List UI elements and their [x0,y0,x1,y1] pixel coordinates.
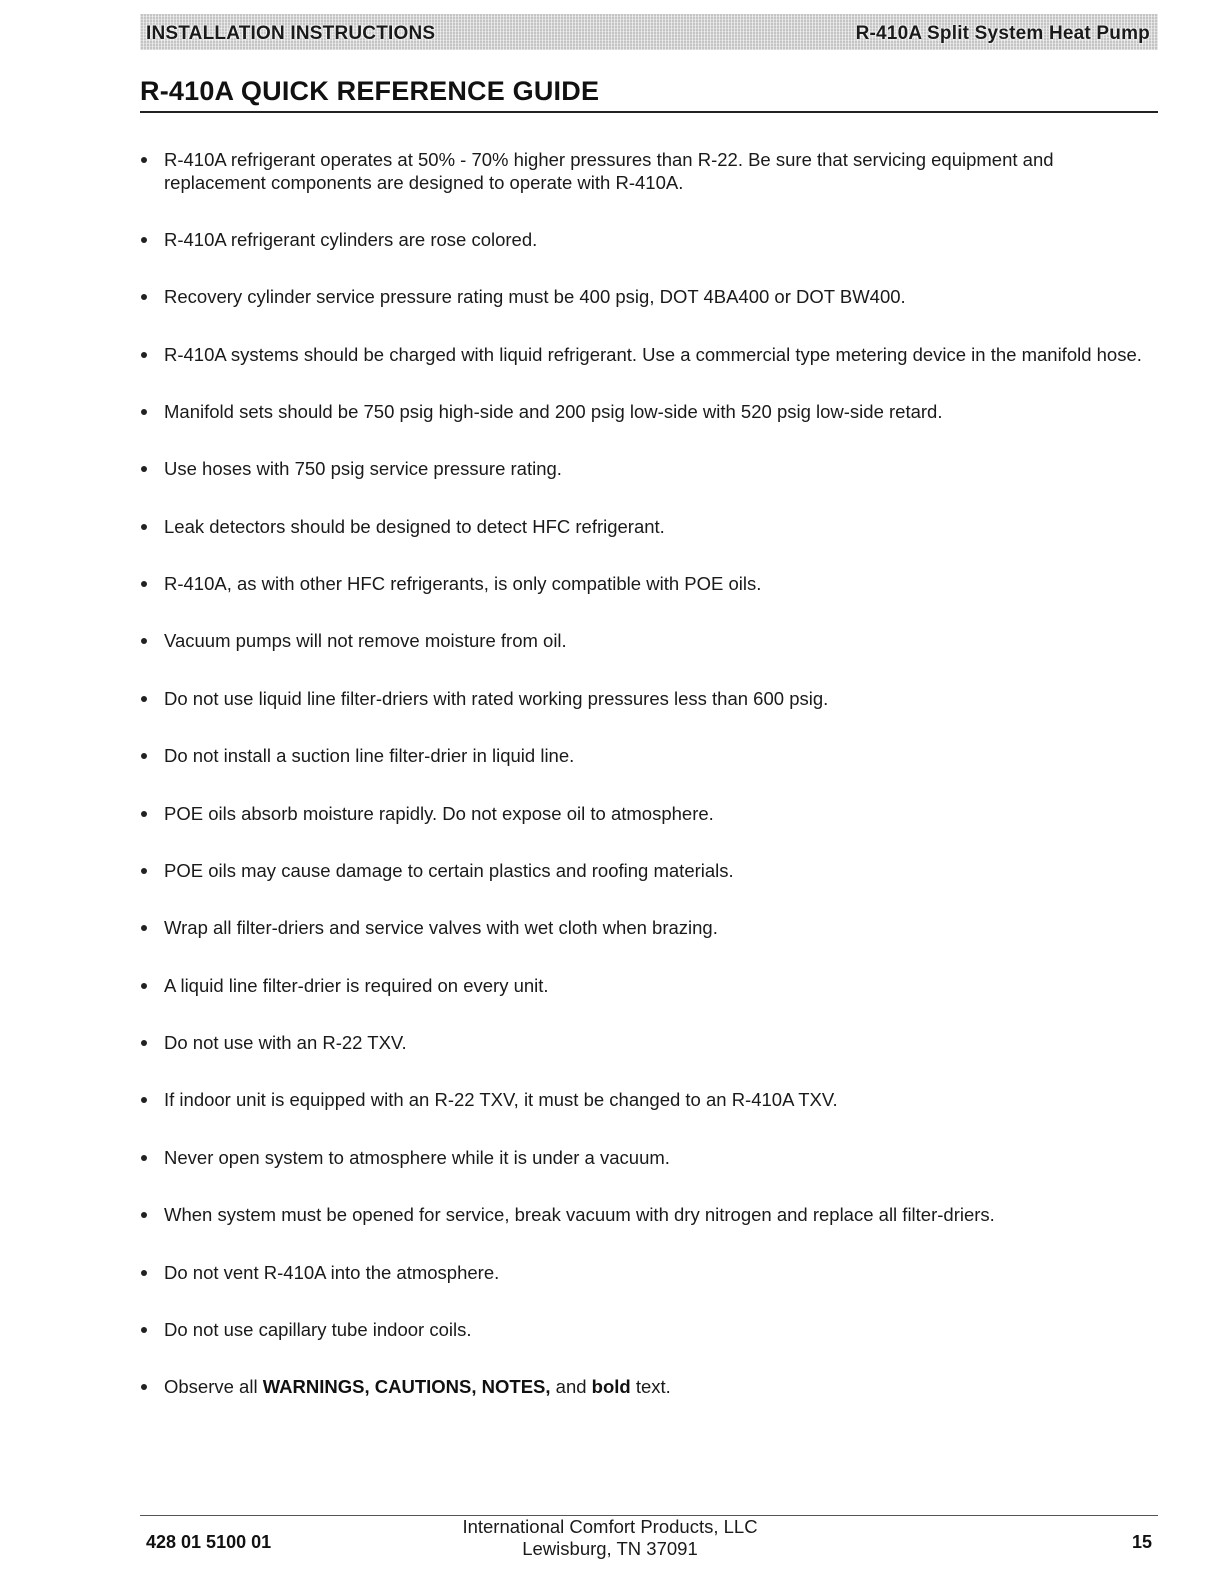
bullet-text-suffix: text. [635,1376,671,1398]
bullet-icon [141,466,147,472]
list-item [138,1031,1158,1054]
bullet-icon [141,294,147,300]
bullet-text: R-410A refrigerant operates at 50% - 70% higher pressures than R-22. Be sure that servicing equipment and replacement components are designed to operate with R-410A. [164,149,1054,193]
bullet-icon [141,237,147,243]
bullet-icon [141,157,147,163]
bullet-text: Do not use liquid line filter-driers with rated working pressures less than 600 psig. [164,687,829,709]
bullet-text: If indoor unit is equipped with an R-22 TXV, it must be changed to an R-410A TXV. [164,1089,838,1111]
header-section-label: INSTALLATION INSTRUCTIONS [146,23,436,44]
bullet-icon [141,581,147,587]
bullet-text: POE oils may cause damage to certain plastics and roofing materials. [164,859,734,881]
bullet-text-prefix: Observe all [164,1376,258,1398]
bullet-text: R-410A, as with other HFC refrigerants, is only compatible with POE oils. [164,572,762,594]
bullet-icon [141,638,147,644]
list-item [138,1146,1158,1169]
bullet-icon [141,811,147,817]
bullet-text: Recovery cylinder service pressure rating must be 400 psig, DOT 4BA400 or DOT BW400. [164,286,906,308]
header-band [140,14,1158,50]
bullet-text: POE oils absorb moisture rapidly. Do not expose oil to atmosphere. [164,802,714,824]
header-product-label: R-410A Split System Heat Pump [855,23,1150,44]
list-item [138,744,1158,767]
bullet-text: Do not use with an R-22 TXV. [164,1032,407,1054]
list-item [138,343,1158,366]
company-name: International Comfort Products, LLC [462,1516,758,1537]
bold-term-notes: NOTES, [481,1376,551,1398]
bullet-text: A liquid line filter-drier is required on every unit. [164,974,549,996]
bullet-icon [141,1097,147,1103]
bold-term-warnings: WARNINGS, [262,1376,370,1398]
bullet-icon [141,524,147,530]
reference-bullet-list [138,148,1158,1398]
bold-term-bold: bold [591,1376,631,1398]
list-item [138,457,1158,480]
bullet-text-middle: and [555,1376,587,1398]
bullet-icon [141,753,147,759]
page-title: R-410A QUICK REFERENCE GUIDE [140,76,1158,113]
list-item [138,285,1158,308]
bullet-icon [141,1327,147,1333]
list-item [138,916,1158,939]
bullet-icon [141,696,147,702]
bullet-text: R-410A refrigerant cylinders are rose colored. [164,229,538,250]
bullet-icon [141,352,147,358]
list-item [138,515,1158,538]
bullet-text: When system must be opened for service, break vacuum with dry nitrogen and replace all filter-driers. [164,1204,995,1226]
list-item [138,1088,1158,1111]
bullet-text: Do not use capillary tube indoor coils. [164,1319,472,1341]
bullet-icon [141,1212,147,1218]
list-item [138,400,1158,423]
bullet-icon [141,409,147,415]
list-item [138,1261,1158,1284]
bullet-icon [141,925,147,931]
bullet-text: Do not vent R-410A into the atmosphere. [164,1261,500,1283]
page-number: 15 [1131,1532,1152,1552]
bullet-text: Do not install a suction line filter-drier in liquid line. [164,745,575,767]
list-item [138,1203,1158,1226]
list-item [138,629,1158,652]
list-item [138,572,1158,595]
list-item [138,1318,1158,1341]
bullet-text: Vacuum pumps will not remove moisture from oil. [164,630,567,652]
bullet-text: Use hoses with 750 psig service pressure rating. [164,458,562,480]
bullet-text: Wrap all filter-driers and service valves with wet cloth when brazing. [164,917,718,939]
company-address: Lewisburg, TN 37091 [522,1538,698,1559]
bullet-icon [141,1040,147,1046]
list-item [138,1375,1158,1398]
list-item [138,802,1158,825]
list-item [138,148,1158,194]
document-number: 428 01 5100 01 [146,1532,272,1552]
list-item [138,974,1158,997]
bullet-icon [141,1155,147,1161]
list-item [138,687,1158,710]
bullet-text: Leak detectors should be designed to detect HFC refrigerant. [164,515,665,537]
bullet-text: R-410A systems should be charged with liquid refrigerant. Use a commercial type metering device in the manifold hose. [164,343,1142,365]
bullet-icon [141,868,147,874]
bullet-icon [141,1270,147,1276]
bullet-text: Never open system to atmosphere while it is under a vacuum. [164,1146,670,1168]
list-item [138,228,1158,251]
bold-term-cautions: CAUTIONS, [374,1376,477,1398]
bullet-icon [141,983,147,989]
footer-company-block [390,1516,830,1560]
list-item [138,859,1158,882]
bullet-icon [141,1384,147,1390]
bullet-text: Manifold sets should be 750 psig high-side and 200 psig low-side with 520 psig low-side retard. [164,400,943,422]
